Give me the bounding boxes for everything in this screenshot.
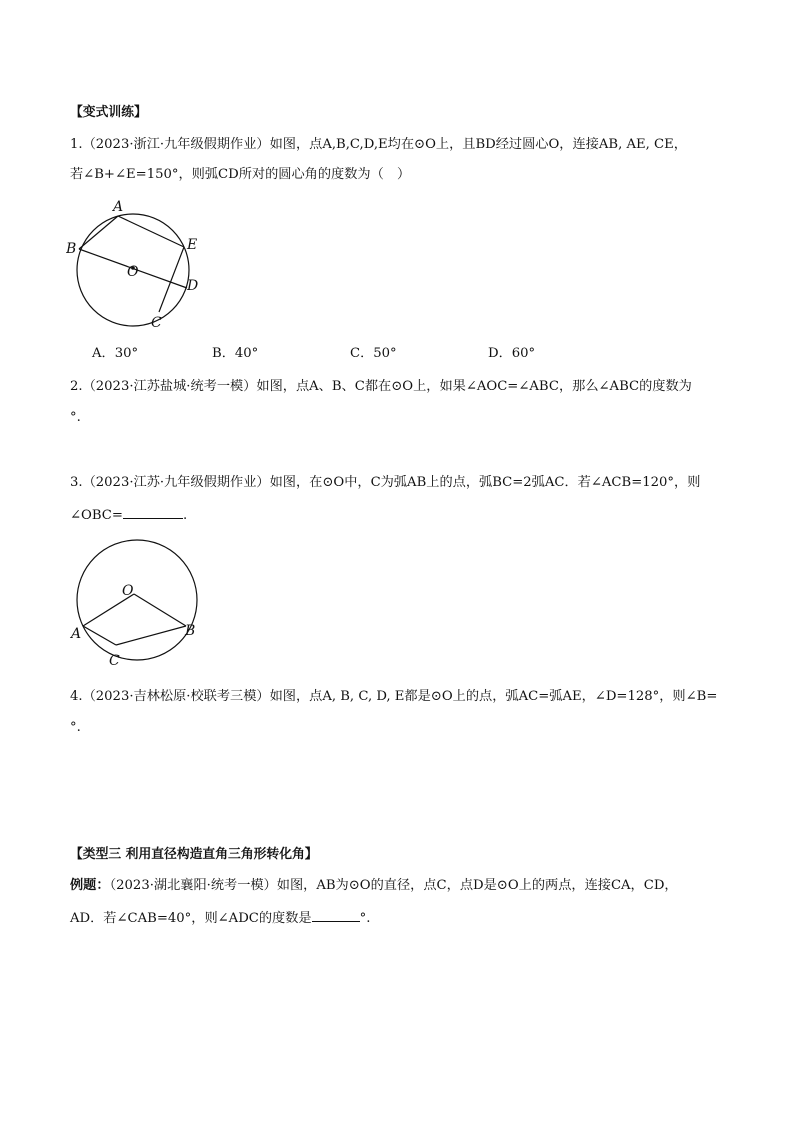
q1-option-b: B．40° — [212, 346, 259, 361]
q1-option-d: D．60° — [488, 346, 536, 361]
section-heading-type3: 【类型三 利用直径构造直角三角形转化角】 — [70, 847, 318, 862]
q1-label-E: E — [187, 237, 198, 253]
q3-stem-line2 — [70, 506, 187, 525]
q1-label-A: A — [113, 199, 124, 215]
q3-label-A: A — [71, 626, 82, 642]
example-stem-line2-text: AD．若∠CAB=40°，则∠ADC的度数是 — [70, 911, 312, 926]
q3-label-B: B — [185, 623, 196, 639]
q1-stem-line2: 若∠B+∠E=150°，则弧CD所对的圆心角的度数为（ ） — [70, 167, 411, 182]
q3-segment-OB — [134, 594, 186, 626]
example-stem-line2-suffix: °. — [359, 911, 371, 926]
section-heading-variant-training: 【变式训练】 — [70, 105, 147, 120]
q3-label-O: O — [122, 583, 134, 599]
q3-circle-figure — [66, 538, 206, 674]
example-stem-line2 — [70, 909, 370, 928]
q3-answer-blank — [123, 506, 183, 519]
q1-stem-line1: 1.（2023·浙江·九年级假期作业）如图，点A,B,C,D,E均在⊙O上，且BD经过圆心O，连接AB, AE, CE， — [70, 137, 687, 152]
q1-option-a: A．30° — [92, 346, 139, 361]
q1-label-B: B — [66, 241, 77, 257]
q3-stem-line1: 3.（2023·江苏·九年级假期作业）如图，在⊙O中，C为弧AB上的点，弧BC=2弧AC．若∠ACB=120°，则 — [70, 475, 701, 490]
q3-label-C: C — [109, 653, 120, 669]
example-stem-line1-text: （2023·湖北襄阳·统考一模）如图，AB为⊙O的直径，点C，点D是⊙O上的两点，连接CA，CD， — [109, 878, 678, 893]
example-label: 例题： — [70, 878, 110, 893]
q4-stem-line1: 4.（2023·吉林松原·校联考三模）如图，点A, B, C, D, E都是⊙O上的点，弧AC=弧AE，∠D=128°，则∠B= — [70, 689, 718, 704]
q1-option-c: C．50° — [350, 346, 397, 361]
q1-circle-figure — [66, 196, 206, 336]
q3-stem-line2-suffix: . — [182, 508, 188, 523]
q1-label-D: D — [187, 278, 199, 294]
q3-segment-CB — [116, 626, 186, 645]
q4-stem-line2: °. — [70, 720, 81, 735]
q2-stem-line1: 2.（2023·江苏盐城·统考一模）如图，点A、B、C都在⊙O上，如果∠AOC=∠ABC，那么∠ABC的度数为 — [70, 379, 692, 394]
example-answer-blank — [312, 909, 360, 922]
q2-stem-line2: °. — [70, 410, 81, 425]
example-stem-line1 — [70, 877, 678, 895]
q3-circle — [77, 540, 197, 660]
q1-label-O: O — [127, 264, 139, 280]
q1-label-C: C — [151, 315, 162, 331]
q3-angle-label: ∠OBC= — [70, 508, 123, 523]
q1-segment-AB — [79, 216, 118, 249]
